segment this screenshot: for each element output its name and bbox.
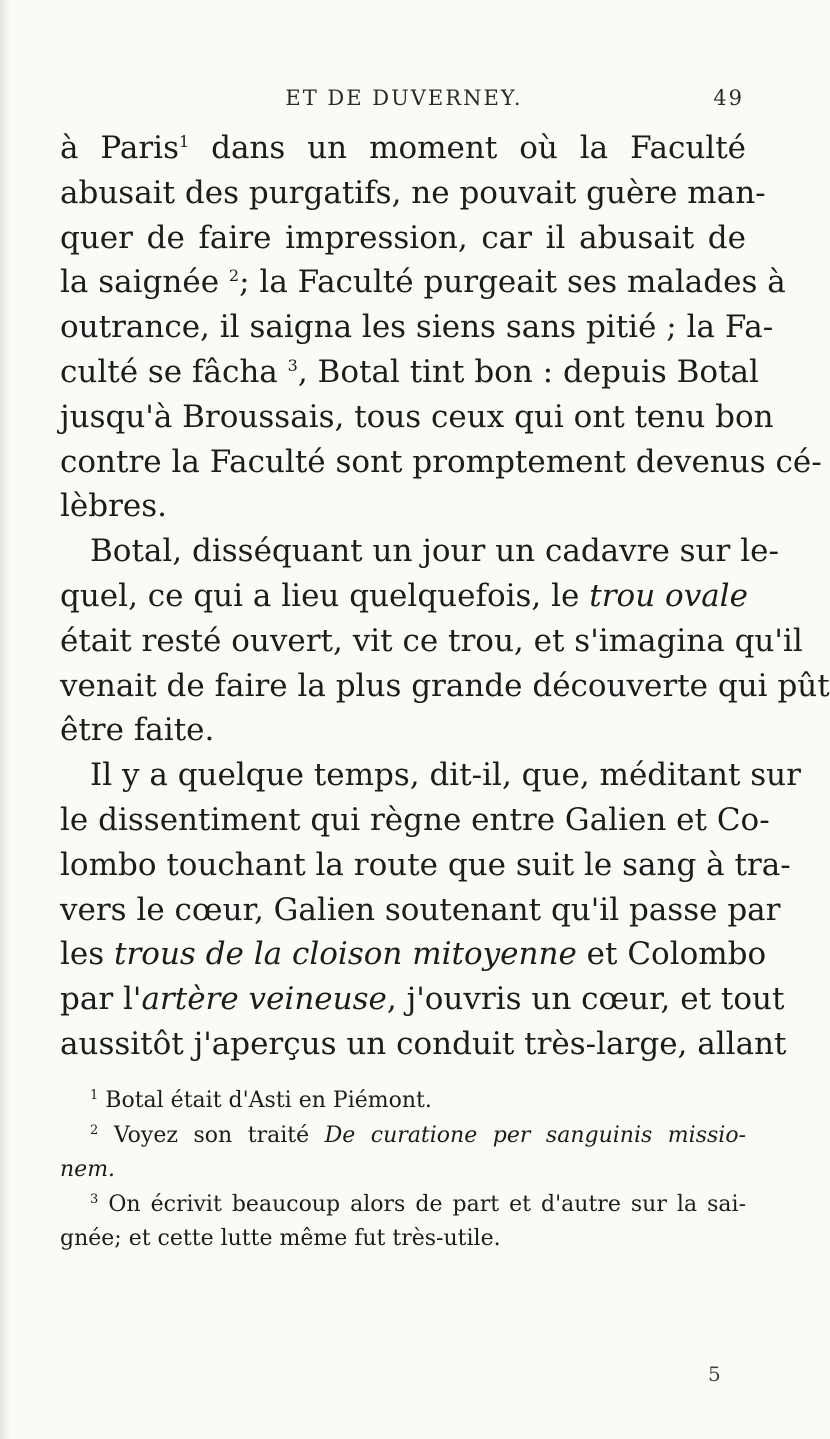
running-title: ET DE DUVERNEY. <box>285 86 523 110</box>
italic-term: trous de la cloison mitoyenne <box>114 936 577 973</box>
text-line: la saignée $^2$; la Faculté purgeait ses malades à <box>60 264 786 301</box>
text-line: aussitôt j'aperçus un conduit très-large, allant <box>60 1025 787 1062</box>
text-line: Il y a quelque temps, dit-il, que, méditant sur <box>90 757 801 794</box>
footnote-ref: 3 <box>287 355 298 375</box>
footnotes <box>60 1084 746 1257</box>
text-line: à Paris$^1$ dans un moment où la Faculté <box>60 130 746 166</box>
italic-term: trou ovale <box>589 577 748 614</box>
footnote-continuation: gnée; et cette lutte même fut très-utile. <box>60 1226 501 1251</box>
body-text <box>60 126 830 1067</box>
text-line: par l'artère veineuse, j'ouvris un cœur, et tout <box>60 981 785 1018</box>
footnote-marker: 1 <box>90 1088 99 1103</box>
footnote-continuation: nem. <box>60 1157 116 1182</box>
italic-term: artère veineuse <box>141 981 387 1018</box>
text-line: les trous de la cloison mitoyenne et Colombo <box>60 936 767 973</box>
text-line: lèbres. <box>60 488 168 525</box>
text-line: vers le cœur, Galien soutenant qu'il passe par <box>60 891 781 928</box>
text-line: être faite. <box>60 712 215 749</box>
text-line: quel, ce qui a lieu quelquefois, le trou ovale <box>60 577 748 614</box>
page-header <box>64 86 744 116</box>
text-line: culté se fâcha $^3$, Botal tint bon : depuis Botal <box>60 353 759 390</box>
footnote: $^1$ Botal était d'Asti en Piémont. <box>90 1088 432 1113</box>
text-line: le dissentiment qui règne entre Galien et Co- <box>60 801 770 838</box>
signature-mark: 5 <box>708 1362 721 1386</box>
text-line: outrance, il saigna les siens sans pitié ; la Fa- <box>60 309 774 346</box>
page-edge-shadow <box>0 0 10 1439</box>
footnote-ref: 2 <box>228 266 240 286</box>
footnote: $^2$ Voyez son traité De curatione per sanguinis missio- <box>90 1122 746 1148</box>
text-line: venait de faire la plus grande découverte qui pût <box>60 667 830 704</box>
text-line: jusqu'à Broussais, tous ceux qui ont tenu bon <box>60 398 774 435</box>
text-line: lombo touchant la route que suit le sang à tra- <box>60 846 791 883</box>
footnote-marker: 3 <box>90 1191 99 1207</box>
footnote-marker: 2 <box>90 1122 99 1138</box>
page-number: 49 <box>713 86 744 110</box>
footnote: $^3$ On écrivit beaucoup alors de part et d'autre sur la sai- <box>90 1191 747 1217</box>
text-line: abusait des purgatifs, ne pouvait guère man- <box>60 174 766 211</box>
text-line: contre la Faculté sont promptement devenus cé- <box>60 443 822 480</box>
text-line: quer de faire impression, car il abusait de <box>60 219 746 256</box>
text-line: Botal, disséquant un jour un cadavre sur le- <box>90 533 779 570</box>
text-line: était resté ouvert, vit ce trou, et s'imagina qu'il <box>60 622 803 659</box>
footnote-ref: 1 <box>179 132 190 151</box>
